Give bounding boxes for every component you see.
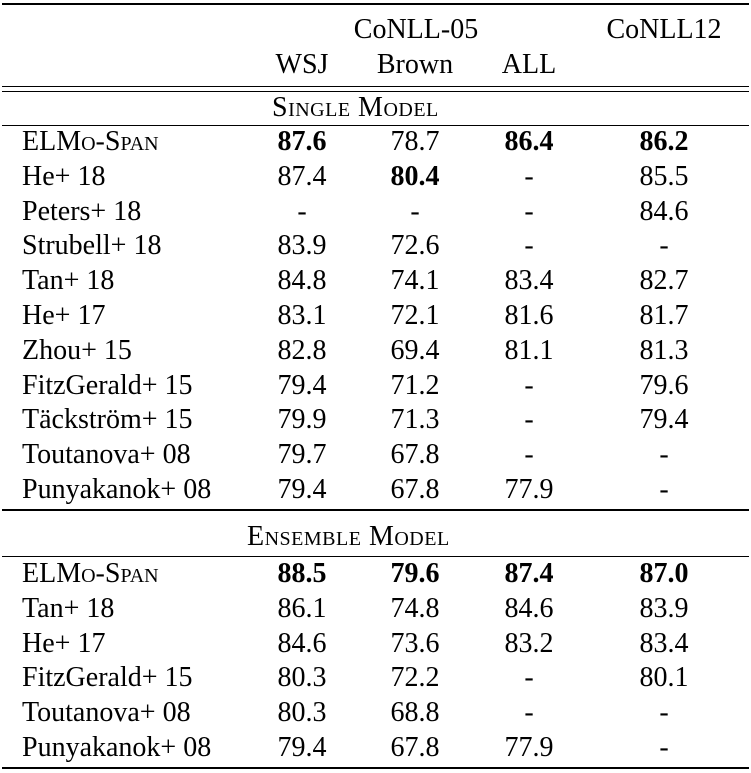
model-name: Zhou+ 15: [22, 335, 132, 366]
model-name: He+ 17: [22, 300, 106, 331]
model-name: ELMo-Span: [22, 558, 159, 589]
model-name: Strubell+ 18: [22, 230, 162, 261]
model-name: He+ 18: [22, 161, 106, 192]
section-separator-rule: [2, 509, 749, 511]
model-name: Punyakanok+ 08: [22, 732, 212, 763]
bottom-rule: [2, 767, 749, 769]
model-name: Toutanova+ 08: [22, 439, 191, 470]
model-name: Peters+ 18: [22, 196, 142, 227]
top-rule: [2, 3, 749, 5]
model-name: He+ 17: [22, 628, 106, 659]
model-name: Täckström+ 15: [22, 404, 193, 435]
model-name: Tan+ 18: [22, 593, 115, 624]
model-name: FitzGerald+ 15: [22, 370, 193, 401]
model-name: Toutanova+ 08: [22, 697, 191, 728]
model-name: FitzGerald+ 15: [22, 662, 193, 693]
section-title-ensemble: Ensemble Model: [247, 521, 450, 552]
model-name: ELMo-Span: [22, 126, 159, 157]
header-double-rule-top: [2, 86, 749, 87]
section-title-single: Single Model: [272, 92, 439, 123]
model-name: Punyakanok+ 08: [22, 474, 212, 505]
section-rule-ensemble: [2, 556, 749, 557]
model-name: Tan+ 18: [22, 265, 115, 296]
